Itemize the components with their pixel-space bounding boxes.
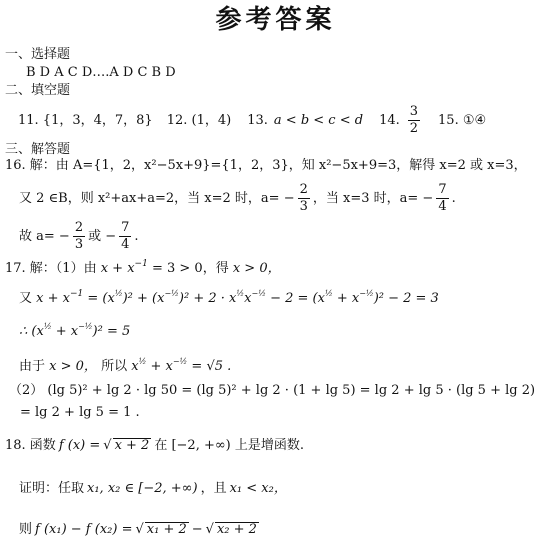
fraction-numerator: 2 — [74, 219, 84, 235]
q18-line3 — [19, 522, 259, 536]
q16-line1: 16. 解：由 A={1，2，x²−5x+9}={1，2，3}，知 x²−5x+9=3，解得 x=2 或 x=3， — [5, 158, 527, 173]
q17-line4-expr: $x^{\frac{1}{2}} + x^{-\frac{1}{2}} = √5$ . — [131, 357, 232, 374]
q16-line3-text-a: 故 a= − — [19, 228, 70, 244]
q18-line1-function: f (x) = — [58, 437, 101, 453]
q18-sqrt: √ x + 2 — [103, 438, 150, 453]
q18-line2 — [19, 482, 287, 495]
q18-sqrt-1: √ x₁ + 2 — [135, 522, 187, 537]
q17-line1-expr — [101, 261, 148, 276]
answer-11: 11. {1，3，4，7，8} — [18, 112, 153, 128]
q17-line1-text-c: = 3 > 0，得 — [151, 261, 229, 276]
q16-line2-text-c: . — [451, 190, 456, 206]
q17-line2-rhs: = $(x^{\frac{1}{2}})^2 + (x^{-\frac{1}{2}})^2 + 2 \cdot x^{\frac{1}{2}}x^{-\frac{1}{2}} - 2 = (x^{\frac{1}{2}} + x^{-\frac{1}{2}})^2 - 2 = 3$ — [87, 289, 439, 306]
q18-line3-minus: − — [191, 521, 203, 537]
fraction-denominator: 3 — [74, 236, 84, 252]
q18-line2-text-d: x₁ < x₂， — [229, 481, 287, 496]
answer-13-label: 13. — [247, 112, 268, 128]
q17-line1-text-d: x > 0， — [232, 261, 281, 276]
q17-line4-text-b: x > 0， — [49, 359, 97, 374]
q18-line2-text-a: 证明：任取 — [19, 481, 85, 496]
q17-line2-lhs-exponent: −1 — [69, 289, 84, 299]
q17-line2-text-a: 又 — [19, 291, 33, 306]
section-choice-heading: 一、选择题 — [5, 47, 71, 62]
q18-sqrt-1-radicand: x₁ + 2 — [146, 522, 187, 537]
q17-line5: （2） (lg 5)² + lg 2 · lg 50 = (lg 5)² + lg 2 · (1 + lg 5) = lg 2 + lg 5 · (lg 5 + lg 2) — [9, 383, 536, 398]
q17-line2-lhs — [36, 291, 83, 306]
answer-14-label: 14. — [379, 112, 400, 128]
answer-14-fraction — [408, 105, 420, 135]
q18-sqrt-2-radicand: x₂ + 2 — [216, 522, 257, 537]
q16-fraction-7-4 — [436, 183, 448, 213]
q17-line4 — [19, 357, 232, 374]
q17-line4-text-a: 由于 — [19, 359, 46, 374]
q16-line2-text-a: 又 2 ∈B，则 x²+ax+a=2，当 x=2 时，a= − — [19, 190, 295, 206]
q17-line1-expr-base: x + x — [100, 261, 135, 276]
fraction-numerator: 7 — [438, 181, 447, 197]
q18-line3-text-b: f (x₁) − f (x₂) = — [35, 521, 133, 537]
fraction-denominator: 2 — [409, 120, 419, 136]
q16-fraction-2-3 — [298, 183, 310, 213]
q17-line1-exponent: −1 — [134, 259, 148, 269]
q18-line2-text-c: ，且 — [200, 481, 227, 496]
answer-12: 12. (1，4) — [166, 112, 232, 128]
q18-line3-text-a: 则 — [19, 521, 33, 537]
q16-line2-text-b: ，当 x=3 时，a= − — [312, 190, 434, 206]
fraction-numerator: 3 — [409, 103, 419, 119]
q17-line2-lhs-base: x + x — [36, 291, 70, 306]
fraction-denominator: 3 — [299, 198, 308, 214]
q17-line1-text-a: 17. 解：（1）由 — [5, 261, 97, 276]
q17-line6: = lg 2 + lg 5 = 1 . — [20, 405, 140, 420]
section-solve-heading: 三、解答题 — [5, 142, 71, 157]
q18-line1-text-b: 在 [−2, +∞) 上是增函数. — [154, 437, 305, 453]
q17-line3: ∴ $(x^{\frac{1}{2}} + x^{-\frac{1}{2}})^2 = 5$ — [19, 322, 131, 339]
q18-line2-text-b: x₁, x₂ ∈ [−2, +∞) — [87, 481, 198, 496]
q18-line1 — [5, 438, 304, 452]
q16-line3 — [19, 220, 139, 252]
fraction-numerator: 2 — [299, 181, 308, 197]
q17-line1 — [5, 259, 281, 276]
fraction-denominator: 4 — [438, 198, 447, 214]
choice-answers: B D A C D….A D C B D — [26, 65, 176, 80]
fraction-numerator: 7 — [121, 219, 130, 235]
fraction-denominator: 4 — [121, 236, 130, 252]
q18-sqrt-2: √ x₂ + 2 — [205, 522, 257, 537]
q16-line3-text-b: 或 − — [88, 228, 117, 244]
answer-15: 15. ①④ — [438, 112, 487, 128]
answer-13: a < b < c < d — [273, 112, 364, 128]
q18-line1-text-a: 18. 函数 — [5, 437, 56, 453]
q16-line3-fraction-2-3 — [73, 221, 85, 251]
q18-sqrt-radicand: x + 2 — [114, 438, 150, 453]
q16-line3-fraction-7-4 — [119, 221, 131, 251]
q17-line2 — [19, 289, 439, 306]
q16-line2 — [19, 182, 456, 214]
q17-line4-text-c: 所以 — [101, 359, 128, 374]
q16-line3-text-c: . — [134, 228, 139, 244]
page-title: 参考答案 — [215, 5, 336, 35]
section-fill-heading: 二、填空题 — [5, 83, 71, 98]
fill-answers-row — [18, 103, 486, 137]
